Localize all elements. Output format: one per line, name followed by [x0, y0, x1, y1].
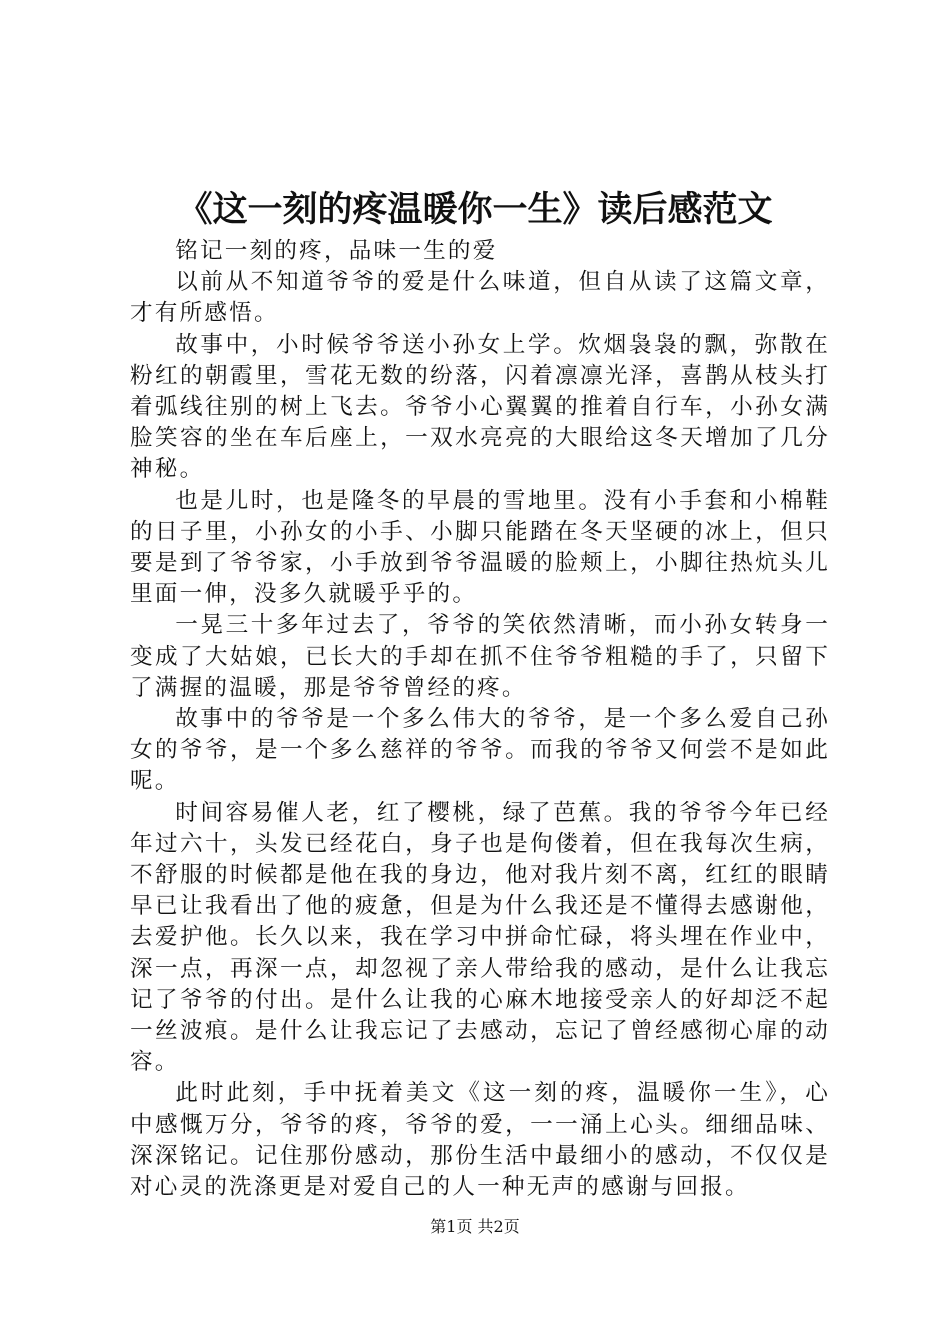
- document-body: [130, 236, 830, 1203]
- paragraph: 铭记一刻的疼，品味一生的爱: [175, 238, 498, 264]
- document-title: 《这一刻的疼温暖你一生》读后感范文: [177, 189, 773, 230]
- paragraph: 一晃三十多年过去了，爷爷的笑依然清晰，而小孙女转身一变成了大姑娘，已长大的手却在抓不住爷爷粗糙的手了，只留下了满握的温暖，那是爷爷曾经的疼。: [130, 612, 830, 701]
- paragraph: 时间容易催人老，红了樱桃，绿了芭蕉。我的爷爷今年已经年过六十，头发已经花白，身子也是佝偻着，但在我每次生病，不舒服的时候都是他在我的身边，他对我片刻不离，红红的眼睛早已让我看出了他的疲惫，但是为什么我还是不懂得去感谢他，去爱护他。长久以来，我在学习中拼命忙碌，将头埋在作业中，深一点，再深一点，却忽视了亲人带给我的感动，是什么让我忘记了爷爷的付出。是什么让我的心麻木地接受亲人的好却泛不起一丝波痕。是什么让我忘记了去感动，忘记了曾经感彻心扉的动容。: [130, 799, 830, 1076]
- paragraph: 故事中的爷爷是一个多么伟大的爷爷，是一个多么爱自己孙女的爷爷，是一个多么慈祥的爷爷。而我的爷爷又何尝不是如此呢。: [130, 706, 830, 795]
- paragraph: 也是儿时，也是隆冬的早晨的雪地里。没有小手套和小棉鞋的日子里，小孙女的小手、小脚只能踏在冬天坚硬的冰上，但只要是到了爷爷家，小手放到爷爷温暖的脸颊上，小脚往热炕头儿里面一伸，没多久就暖乎乎的。: [130, 487, 830, 608]
- paragraph: 以前从不知道爷爷的爱是什么味道，但自从读了这篇文章，才有所感悟。: [130, 269, 830, 327]
- page-number-footer: 第1页 共2页: [430, 1217, 520, 1236]
- paragraph: 此时此刻，手中抚着美文《这一刻的疼，温暖你一生》，心中感慨万分，爷爷的疼，爷爷的爱，一一涌上心头。细细品味、深深铭记。记住那份感动，那份生活中最细小的感动，不仅仅是对心灵的洗涤更是对爱自己的人一种无声的感谢与回报。: [130, 1080, 830, 1201]
- paragraph: 故事中，小时候爷爷送小孙女上学。炊烟袅袅的飘，弥散在粉红的朝霞里，雪花无数的纷落，闪着凛凛光泽，喜鹊从枝头打着弧线往别的树上飞去。爷爷小心翼翼的推着自行车，小孙女满脸笑容的坐在车后座上，一双水亮亮的大眼给这冬天增加了几分神秘。: [130, 331, 830, 483]
